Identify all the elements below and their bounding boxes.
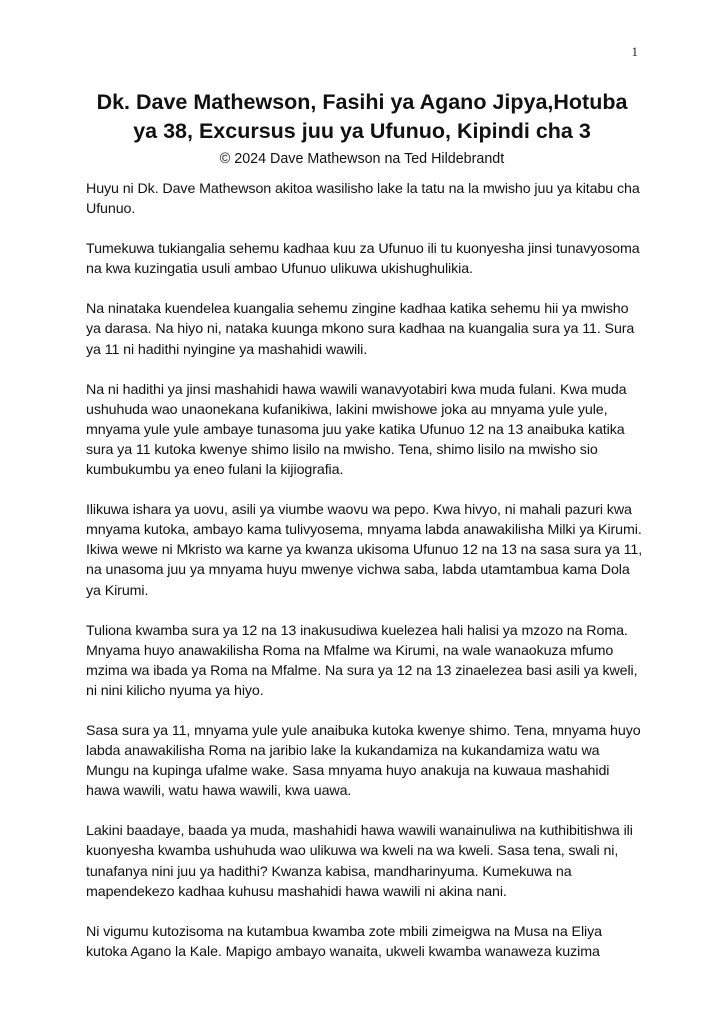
copyright-line: © 2024 Dave Mathewson na Ted Hildebrandt [219,151,505,167]
page-number: 1 [631,44,638,59]
document-body [86,179,646,982]
paragraph-3: Na ninataka kuendelea kuangalia sehemu zingine kadhaa katika sehemu hii ya mwisho ya darasa. Na hiyo ni, nataka kuunga mkono sura kadhaa na kuangalia sura ya 11. Sura ya 11 ni hadithi nyingine ya mashahidi wawili. [86,301,635,358]
paragraph-5: Ilikuwa ishara ya uovu, asili ya viumbe waovu wa pepo. Kwa hivyo, ni mahali pazuri kwa mnyama kutoka, ambayo kama tulivyosema, mnyama labda anawakilisha Milki ya Kirumi. Ikiwa wewe ni Mkristo wa karne ya kwanza ukisoma Ufunuo 12 na 13 na sasa sura ya 11, na unasoma juu ya mnyama huyu mwenye vichwa saba, labda utamtambua kama Dola ya Kirumi. [86,502,643,599]
paragraph-7: Sasa sura ya 11, mnyama yule yule anaibuka kutoka kwenye shimo. Tena, mnyama huyo labda anawakilisha Roma na jaribio lake la kukandamiza na kukandamiza watu wa Mungu na kupinga ufalme wake. Sasa mnyama huyo anakuja na kuwaua mashahidi hawa wawili, watu hawa wawili, kwa uawa. [86,722,641,800]
title-line-1: Dk. Dave Mathewson, Fasihi ya Agano Jipya,Hotuba [96,90,628,114]
paragraph-8: Lakini baadaye, baada ya muda, mashahidi hawa wawili wanainuliwa na kuthibitishwa ili kuonyesha kwamba ushuhuda wao ulikuwa wa kweli na wa kweli. Sasa tena, swali ni, tunafanya nini juu ya hadithi? Kwanza kabisa, mandharinyuma. Kumekuwa na mapendekezo kadhaa kuhusu mashahidi hawa wawili ni akina nani. [86,823,633,900]
paragraph-9: Ni vigumu kutozisoma na kutambua kwamba zote mbili zimeigwa na Musa na Eliya kutoka Agano la Kale. Mapigo ambayo wanaita, ukweli kwamba wanaweza kuzima [86,923,602,960]
paragraph-4: Na ni hadithi ya jinsi mashahidi hawa wawili wanavyotabiri kwa muda fulani. Kwa muda ushuhuda wao unaonekana kufanikiwa, lakini mwishowe joka au mnyama yule yule, mnyama yule yule ambaye tunasoma juu yake katika Ufunuo 12 na 13 anaibuka katika sura ya 11 kutoka kwenye shimo lisilo na mwisho. Tena, shimo lisilo na mwisho sio kumbukumbu ya eneo fulani la kijiografia. [86,381,627,479]
paragraph-6: Tuliona kwamba sura ya 12 na 13 inakusudiwa kuelezea hali halisi ya mzozo na Roma. Mnyama huyo anawakilisha Roma na Mfalme wa Kirumi, na wale wanaokuza mfumo mzima wa ibada ya Roma na Mfalme. Na sura ya 12 na 13 zinaelezea basi asili ya kweli, ni nini kilicho nyuma ya hiyo. [86,622,638,699]
document-title [70,88,654,146]
document-header [70,88,654,169]
paragraph-1: Huyu ni Dk. Dave Mathewson akitoa wasilisho lake la tatu na la mwisho juu ya kitabu cha Ufunuo. [86,181,640,218]
paragraph-2: Tumekuwa tukiangalia sehemu kadhaa kuu za Ufunuo ili tu kuonyesha jinsi tunavyosoma na kwa kuzingatia usuli ambao Ufunuo ulikuwa ukishughulikia. [86,241,640,278]
title-line-2: ya 38, Excursus juu ya Ufunuo, Kipindi cha 3 [133,119,591,143]
